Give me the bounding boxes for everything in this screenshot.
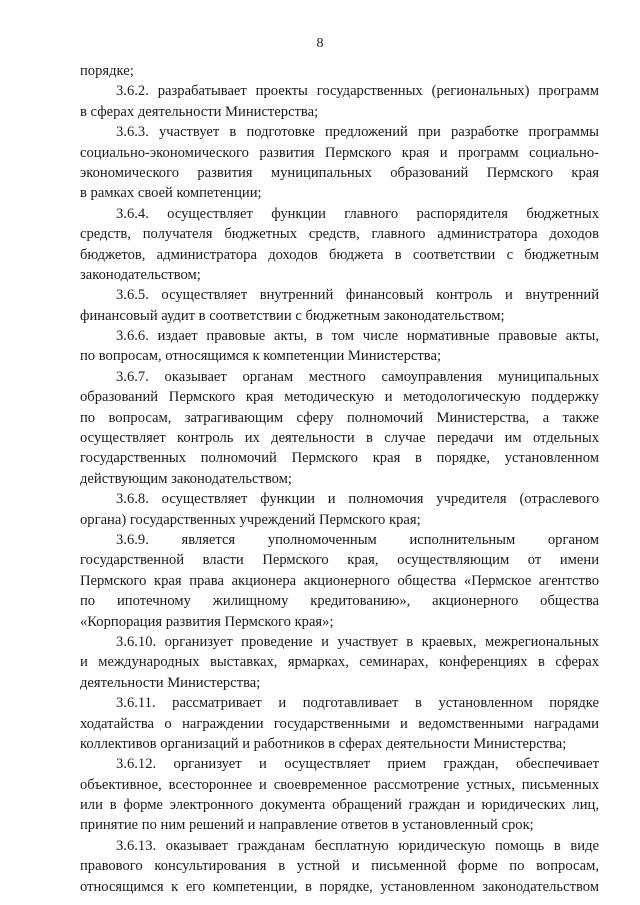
text-line: 3.6.3. участвует в подготовке предложений при разработке программы	[116, 124, 599, 141]
text-line: средств, получателя бюджетных средств, главного администратора доходов	[80, 226, 599, 243]
text-line: 3.6.4. осуществляет функции главного распорядителя бюджетных	[116, 205, 599, 222]
text-line: государственной власти Пермского края, осуществляющим от имени	[80, 552, 599, 569]
text-line: деятельности Министерства;	[80, 674, 261, 691]
text-line: порядке;	[80, 63, 134, 79]
clause-3-6-9	[80, 530, 599, 632]
text-line: действующим законодательством;	[80, 470, 292, 487]
text-line: 3.6.5. осуществляет внутренний финансовый контроль и внутренний	[116, 287, 599, 304]
text-line: органа) государственных учреждений Пермского края;	[80, 511, 421, 528]
text-line: по ипотечному жилищному кредитованию», акционерного общества	[80, 593, 599, 610]
text-line: по вопросам, затрагивающим сферу полномочий Министерства, а также	[80, 409, 599, 426]
clause-continuation	[80, 61, 599, 81]
clause-3-6-8	[80, 489, 599, 530]
text-line: правового консультирования в устной и письменной форме по вопросам,	[80, 858, 599, 875]
text-line: законодательством;	[80, 266, 201, 283]
text-line: в сферах деятельности Министерства;	[80, 103, 319, 120]
clause-3-6-13	[80, 836, 599, 897]
clause-3-6-6	[80, 326, 599, 367]
text-line: государственных полномочий Пермского края в порядке, установленном	[80, 450, 599, 467]
clause-3-6-10	[80, 632, 599, 693]
text-line: или в форме электронного документа обращений граждан и юридических лиц,	[80, 797, 599, 814]
text-line: «Корпорация развития Пермского края»;	[80, 613, 334, 630]
text-line: 3.6.2. разрабатывает проекты государственных (региональных) программ	[116, 83, 599, 100]
clause-3-6-11	[80, 693, 599, 754]
text-line: образований Пермского края методическую и методологическую поддержку	[80, 389, 599, 406]
text-line: ходатайства о награждении государственными и ведомственными наградами	[80, 715, 599, 732]
text-line: осуществляет контроль их деятельности в случае передачи им отдельных	[80, 430, 599, 447]
text-line: 3.6.8. осуществляет функции и полномочия учредителя (отраслевого	[116, 491, 599, 508]
text-line: финансовый аудит в соответствии с бюджетным законодательством;	[80, 307, 505, 324]
text-line: 3.6.13. оказывает гражданам бесплатную юридическую помощь в виде	[116, 837, 599, 854]
document-body	[80, 61, 599, 897]
text-line: коллективов организаций и работников в сферах деятельности Министерства;	[80, 735, 567, 752]
text-line: 3.6.6. издает правовые акты, в том числе нормативные правовые акты,	[116, 328, 599, 345]
text-line: 3.6.10. организует проведение и участвует в краевых, межрегиональных	[116, 633, 599, 650]
text-line: в рамках своей компетенции;	[80, 185, 262, 202]
text-line: экономического развития муниципальных образований Пермского края	[80, 164, 599, 181]
text-line: принятие по ним решений и направление ответов в установленный срок;	[80, 817, 534, 834]
clause-3-6-3	[80, 122, 599, 204]
text-line: 3.6.9. является уполномоченным исполнительным органом	[116, 531, 599, 548]
clause-3-6-2	[80, 81, 599, 122]
text-line: Пермского края права акционера акционерного общества «Пермское агентство	[80, 572, 599, 589]
text-line: бюджетов, администратора доходов бюджета в соответствии с бюджетным	[80, 246, 599, 263]
text-line: объективное, всестороннее и своевременное рассмотрение устных, письменных	[80, 776, 599, 793]
page-number: 8	[316, 36, 324, 51]
clause-3-6-5	[80, 285, 599, 326]
text-line: по вопросам, относящимся к компетенции Министерства;	[80, 348, 442, 365]
clause-3-6-4	[80, 204, 599, 286]
text-line: социально-экономического развития Пермского края и программ социально-	[80, 144, 599, 161]
text-line: и международных выставках, ярмарках, семинарах, конференциях в сферах	[80, 654, 599, 671]
clause-3-6-12	[80, 754, 599, 836]
text-line: 3.6.11. рассматривает и подготавливает в установленном порядке	[116, 695, 599, 712]
clause-3-6-7	[80, 367, 599, 489]
text-line: 3.6.12. организует и осуществляет прием граждан, обеспечивает	[116, 756, 599, 773]
text-line: 3.6.7. оказывает органам местного самоуправления муниципальных	[116, 368, 599, 385]
text-line: относящимся к его компетенции, в порядке, установленном законодательством	[80, 878, 599, 895]
